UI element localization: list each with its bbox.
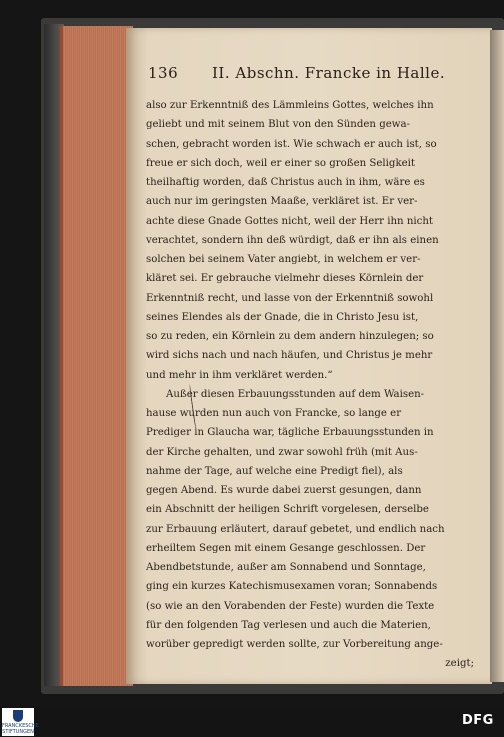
text-line: der Kirche gehalten, und zwar sowohl früh (mit Aus- bbox=[146, 446, 418, 458]
text-line: wird sichs nach und nach häufen, und Christus je mehr bbox=[146, 350, 433, 362]
text-line: also zur Erkenntniß des Lämmleins Gottes, welches ihn bbox=[146, 100, 434, 111]
text-line: schen, gebracht worden ist. Wie schwach er auch ist, so bbox=[146, 138, 437, 150]
text-line: gegen Abend. Es wurde dabei zuerst gesungen, dann bbox=[146, 485, 422, 496]
text-line: zeigt; bbox=[445, 658, 474, 670]
text-line: erheiltem Segen mit einem Gesange geschlossen. Der bbox=[146, 542, 426, 554]
text-line: kläret sei. Er gebrauche vielmehr dieses Körnlein der bbox=[146, 273, 424, 285]
text-line: (so wie an den Vorabenden der Feste) wurden die Texte bbox=[146, 600, 435, 612]
viewer-footer bbox=[0, 706, 504, 737]
text-line: seines Elendes als der Gnade, die in Christo Jesu ist, bbox=[146, 311, 419, 323]
text-line: auch nur im geringsten Maaße, verkläret ist. Er ver- bbox=[146, 196, 418, 208]
page-body-text bbox=[146, 96, 474, 674]
text-line: Außer diesen Erbauungsstunden auf dem Waisen- bbox=[166, 388, 425, 400]
text-line: verachtet, sondern ihn deß würdigt, daß er ihn als einen bbox=[146, 234, 439, 246]
text-line: ging ein kurzes Katechismusexamen voran; Sonnabends bbox=[146, 581, 438, 593]
crest-icon bbox=[13, 710, 23, 722]
page-header bbox=[148, 64, 468, 86]
text-line: theilhaftig worden, daß Christus auch in ihm, wäre es bbox=[146, 177, 425, 188]
text-line: Abendbetstunde, außer am Sonnabend und Sonntage, bbox=[146, 562, 426, 573]
page-number: 136 bbox=[148, 64, 179, 82]
logo-left-label: FRANCKESCHE STIFTUNGEN bbox=[2, 723, 39, 735]
text-line: so zu reden, ein Körnlein zu dem andern hinzulegen; so bbox=[146, 331, 434, 342]
text-line: ein Abschnitt der heiligen Schrift vorgelesen, derselbe bbox=[146, 504, 429, 516]
facing-page-edge bbox=[490, 30, 504, 682]
text-line: zur Erbauung erläutert, darauf gebetet, und endlich nach bbox=[146, 523, 445, 535]
franckesche-stiftungen-logo bbox=[2, 708, 39, 736]
text-line: freue er sich doch, weil er einer so großen Seligkeit bbox=[146, 157, 416, 169]
text-line: und mehr in ihm verkläret werden.“ bbox=[146, 369, 333, 381]
text-line: Erkenntniß recht, und lasse von der Erkenntniß sowohl bbox=[146, 292, 434, 304]
text-line: hause wurden nun auch von Francke, so lange er bbox=[146, 408, 402, 419]
dfg-logo: DFG bbox=[462, 713, 494, 728]
text-line: solchen bei seinem Vater angiebt, in welchem er ver- bbox=[146, 254, 421, 265]
page-fore-edge bbox=[60, 26, 133, 686]
running-title: II. Abschn. Francke in Halle. bbox=[212, 64, 446, 82]
text-line: achte diese Gnade Gottes nicht, weil der Herr ihn nicht bbox=[146, 215, 434, 227]
text-line: worüber gepredigt werden sollte, zur Vorbereitung ange- bbox=[146, 639, 443, 650]
text-line: Prediger in Glaucha war, tägliche Erbauungsstunden in bbox=[146, 427, 434, 439]
text-line: nahme der Tage, auf welche eine Predigt fiel), als bbox=[146, 465, 403, 477]
text-line: geliebt und mit seinem Blut von den Sünden gewa- bbox=[146, 119, 410, 131]
text-line: für den folgenden Tag verlesen und auch die Materien, bbox=[146, 619, 431, 631]
